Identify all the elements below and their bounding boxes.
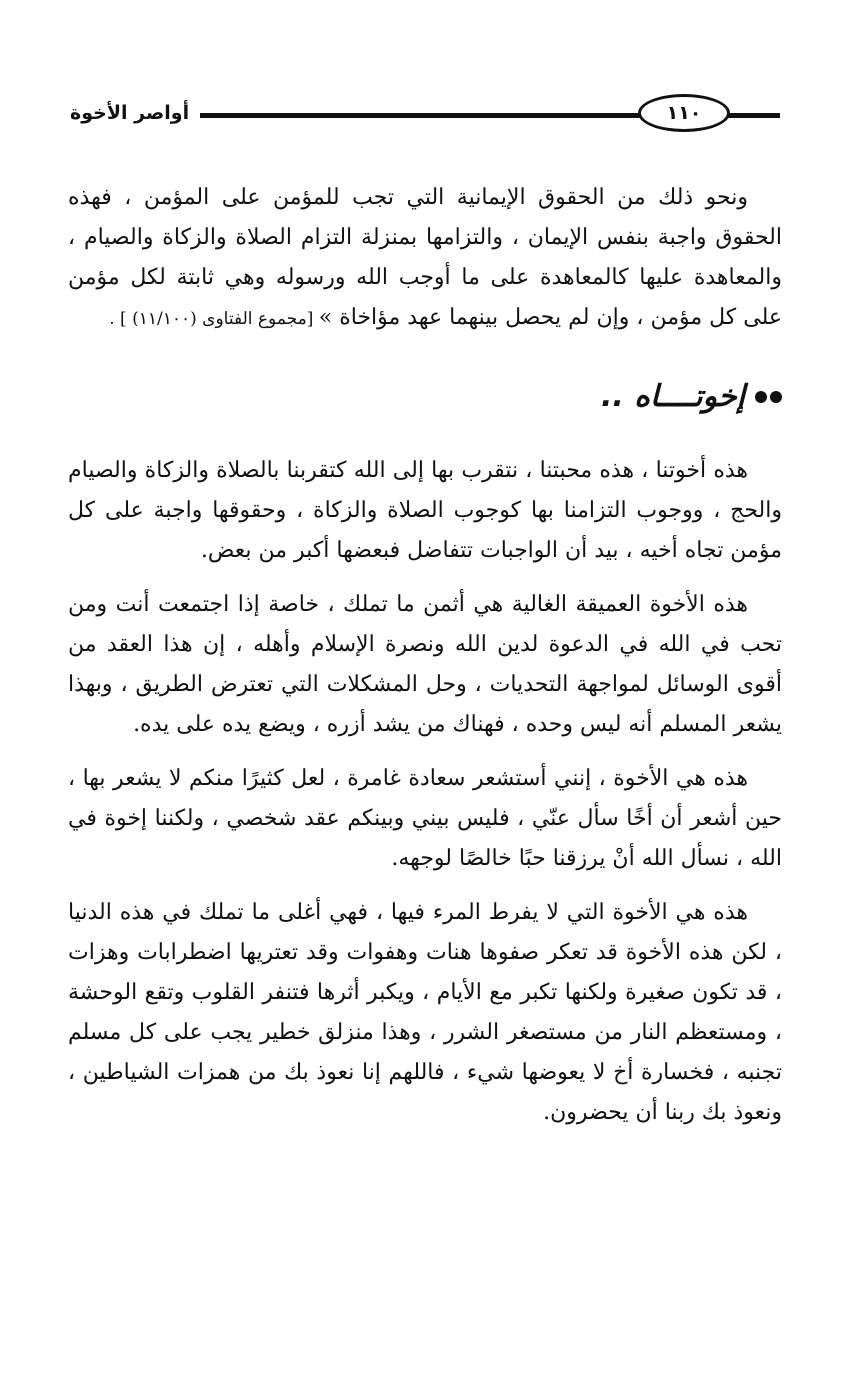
body-paragraph: هذه الأخوة العميقة الغالية هي أثمن ما تملك ، خاصة إذا اجتمعت أنت ومن تحب في الله في الدعوة لدين الله ونصرة الإسلام وأهله ، إن هذا العقد من أقوى الوسائل لمواجهة التحديات ، وحل المشكلات التي تعترض الطريق ، وبهذا يشعر المسلم أنه ليس وحده ، فهناك من يشد أزره ، ويضع يده على يده. bbox=[68, 592, 782, 737]
section-heading bbox=[68, 375, 782, 419]
body-paragraph: هذه هي الأخوة ، إنني أستشعر سعادة غامرة ، لعل كثيرًا منكم لا يشعر بها ، حين أشعر أن أخًا سأل عنّي ، فليس بيني وبينكم عقد شخصي ، ولكننا إخوة في الله ، نسأل الله أنْ يرزقنا حبًا خالصًا لوجهه. bbox=[68, 766, 782, 871]
page-content bbox=[68, 178, 782, 1133]
header-rule-left bbox=[200, 113, 640, 118]
citation: [مجموع الفتاوى (١١/١٠٠) ] . bbox=[109, 309, 319, 329]
body-paragraph: هذه هي الأخوة التي لا يفرط المرء فيها ، فهي أغلى ما تملك في هذه الدنيا ، لكن هذه الأخوة قد تعكر صفوها هنات وهفوات وقد تعتريها اضطرابات وهزات ، قد تكون صغيرة ولكنها تكبر مع الأيام ، ويكبر أثرها فتنفر القلوب وتقع الوحشة ، ومستعظم النار من مستصغر الشرر ، وهذا منزلق خطير يجب على كل مسلم تجنبه ، فخسارة أخ لا يعوضها شيء ، فاللهم إنا نعوذ بك من همزات الشياطين ، ونعوذ بك ربنا أن يحضرون. bbox=[68, 900, 782, 1125]
bullet-dots-icon bbox=[755, 391, 782, 403]
page-header bbox=[0, 90, 850, 140]
header-rule-right bbox=[728, 113, 780, 118]
page-number: ١١٠ bbox=[638, 94, 730, 132]
section-heading-text: إخوتــــاه .. bbox=[601, 379, 745, 414]
intro-paragraph bbox=[68, 178, 782, 339]
intro-text: ونحو ذلك من الحقوق الإيمانية التي تجب للمؤمن على المؤمن ، فهذه الحقوق واجبة بنفس الإيمان ، والتزامها بمنزلة التزام الصلاة والزكاة والصيام ، والمعاهدة عليها كالمعاهدة على ما أوجب الله ورسوله وهي ثابتة لكل مؤمن على كل مؤمن ، وإن لم يحصل بينهما عهد مؤاخاة » bbox=[68, 185, 782, 330]
running-title: أواصر الأخوة bbox=[70, 102, 190, 124]
body-paragraph: هذه أخوتنا ، هذه محبتنا ، نتقرب بها إلى الله كتقربنا بالصلاة والزكاة والصيام والحج ، ووجوب التزامنا بها كوجوب الصلاة والزكاة ، وحقوقها واجبة على كل مؤمن تجاه أخيه ، بيد أن الواجبات تتفاضل فبعضها أكبر من بعض. bbox=[68, 458, 782, 563]
